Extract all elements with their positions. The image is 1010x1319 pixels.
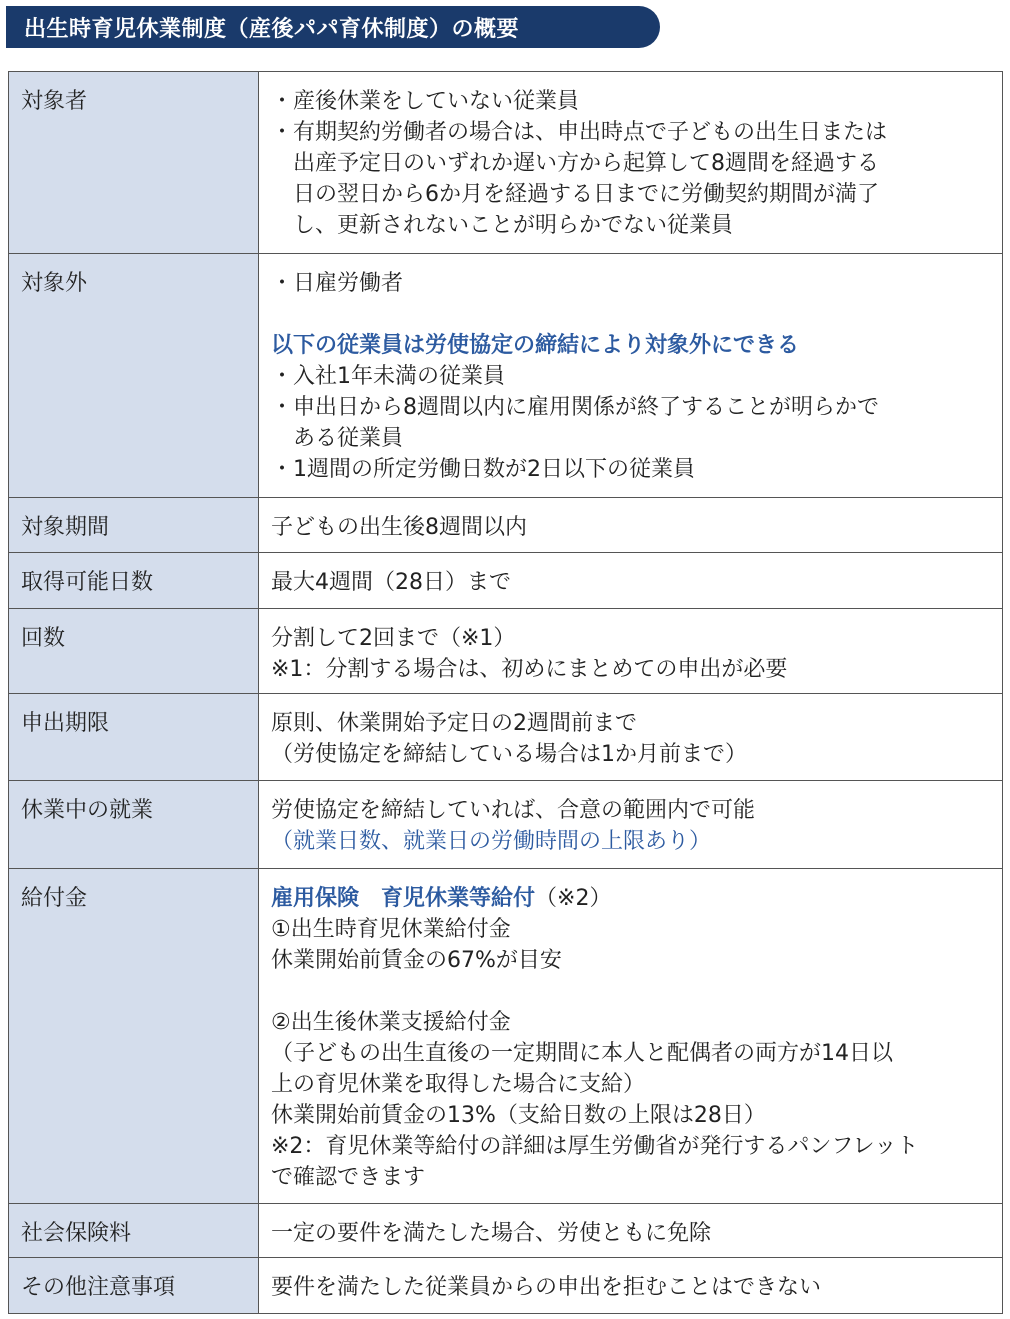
row-content <box>259 609 1003 694</box>
table-row <box>9 609 1003 694</box>
list-item: で確認できます <box>271 1165 426 1190</box>
row-content <box>259 553 1003 609</box>
table-row <box>9 498 1003 553</box>
list-item: 子どもの出生後8週間以内 <box>271 515 527 540</box>
page-title: 出生時育児休業制度（産後パパ育休制度）の概要 <box>24 16 520 42</box>
list-item: ある従業員 <box>271 426 404 451</box>
table-row <box>9 781 1003 869</box>
list-item: 一定の要件を満たした場合、労使ともに免除 <box>271 1221 712 1246</box>
benefit-heading: 雇用保険 育児休業等給付 <box>271 886 536 911</box>
row-label: 対象期間 <box>9 498 259 553</box>
list-item: ・産後休業をしていない従業員 <box>271 89 580 114</box>
row-content <box>259 1258 1003 1314</box>
list-item: 日の翌日から6か月を経過する日までに労働契約期間が満了 <box>271 182 879 207</box>
overview-table <box>8 71 1003 1314</box>
row-label: 申出期限 <box>9 694 259 781</box>
row-content <box>259 498 1003 553</box>
table-row <box>9 694 1003 781</box>
list-item: ※1：分割する場合は、初めにまとめての申出が必要 <box>271 657 788 682</box>
row-label: 社会保険料 <box>9 1204 259 1258</box>
row-label: 給付金 <box>9 869 259 1204</box>
list-item: （就業日数、就業日の労働時間の上限あり） <box>271 829 712 854</box>
row-label: 取得可能日数 <box>9 553 259 609</box>
list-item: 休業開始前賃金の13%（支給日数の上限は28日） <box>271 1103 766 1128</box>
list-item: （子どもの出生直後の一定期間に本人と配偶者の両方が14日以 <box>271 1041 893 1066</box>
table-row <box>9 1204 1003 1258</box>
row-content <box>259 781 1003 869</box>
list-item: ①出生時育児休業給付金 <box>271 917 511 942</box>
table-row <box>9 254 1003 498</box>
table-row <box>9 869 1003 1204</box>
list-item: し、更新されないことが明らかでない従業員 <box>271 213 734 238</box>
row-content <box>259 694 1003 781</box>
list-item: 分割して2回まで（※1） <box>271 626 516 651</box>
benefit-note: （※2） <box>535 886 612 911</box>
row-label: 回数 <box>9 609 259 694</box>
list-item: ・申出日から8週間以内に雇用関係が終了することが明らかで <box>271 395 879 420</box>
row-label: その他注意事項 <box>9 1258 259 1314</box>
list-item: 出産予定日のいずれか遅い方から起算して8週間を経過する <box>271 151 879 176</box>
list-item: ※2：育児休業等給付の詳細は厚生労働省が発行するパンフレット <box>271 1134 919 1159</box>
list-item: （労使協定を締結している場合は1か月前まで） <box>271 742 747 767</box>
list-item: 要件を満たした従業員からの申出を拒むことはできない <box>271 1275 822 1300</box>
table-row <box>9 553 1003 609</box>
row-label: 対象者 <box>9 72 259 254</box>
list-item: ・入社1年未満の従業員 <box>271 364 505 389</box>
title-banner <box>6 6 660 48</box>
list-item: ・日雇労働者 <box>271 271 404 296</box>
list-item: 労使協定を締結していれば、合意の範囲内で可能 <box>271 798 756 823</box>
list-item: ・1週間の所定労働日数が2日以下の従業員 <box>271 457 695 482</box>
list-item: 最大4週間（28日）まで <box>271 570 511 595</box>
row-content <box>259 1204 1003 1258</box>
row-label: 休業中の就業 <box>9 781 259 869</box>
list-item: ・有期契約労働者の場合は、申出時点で子どもの出生日または <box>271 120 888 145</box>
row-content <box>259 254 1003 498</box>
table-row <box>9 72 1003 254</box>
list-item: ②出生後休業支援給付金 <box>271 1010 511 1035</box>
table-row <box>9 1258 1003 1314</box>
list-item: 原則、休業開始予定日の2週間前まで <box>271 711 637 736</box>
list-item: 休業開始前賃金の67%が目安 <box>271 948 562 973</box>
row-content <box>259 869 1003 1204</box>
row-content <box>259 72 1003 254</box>
row-label: 対象外 <box>9 254 259 498</box>
list-item: 上の育児休業を取得した場合に支給） <box>271 1072 646 1097</box>
subheading: 以下の従業員は労使協定の締結により対象外にできる <box>271 333 800 358</box>
